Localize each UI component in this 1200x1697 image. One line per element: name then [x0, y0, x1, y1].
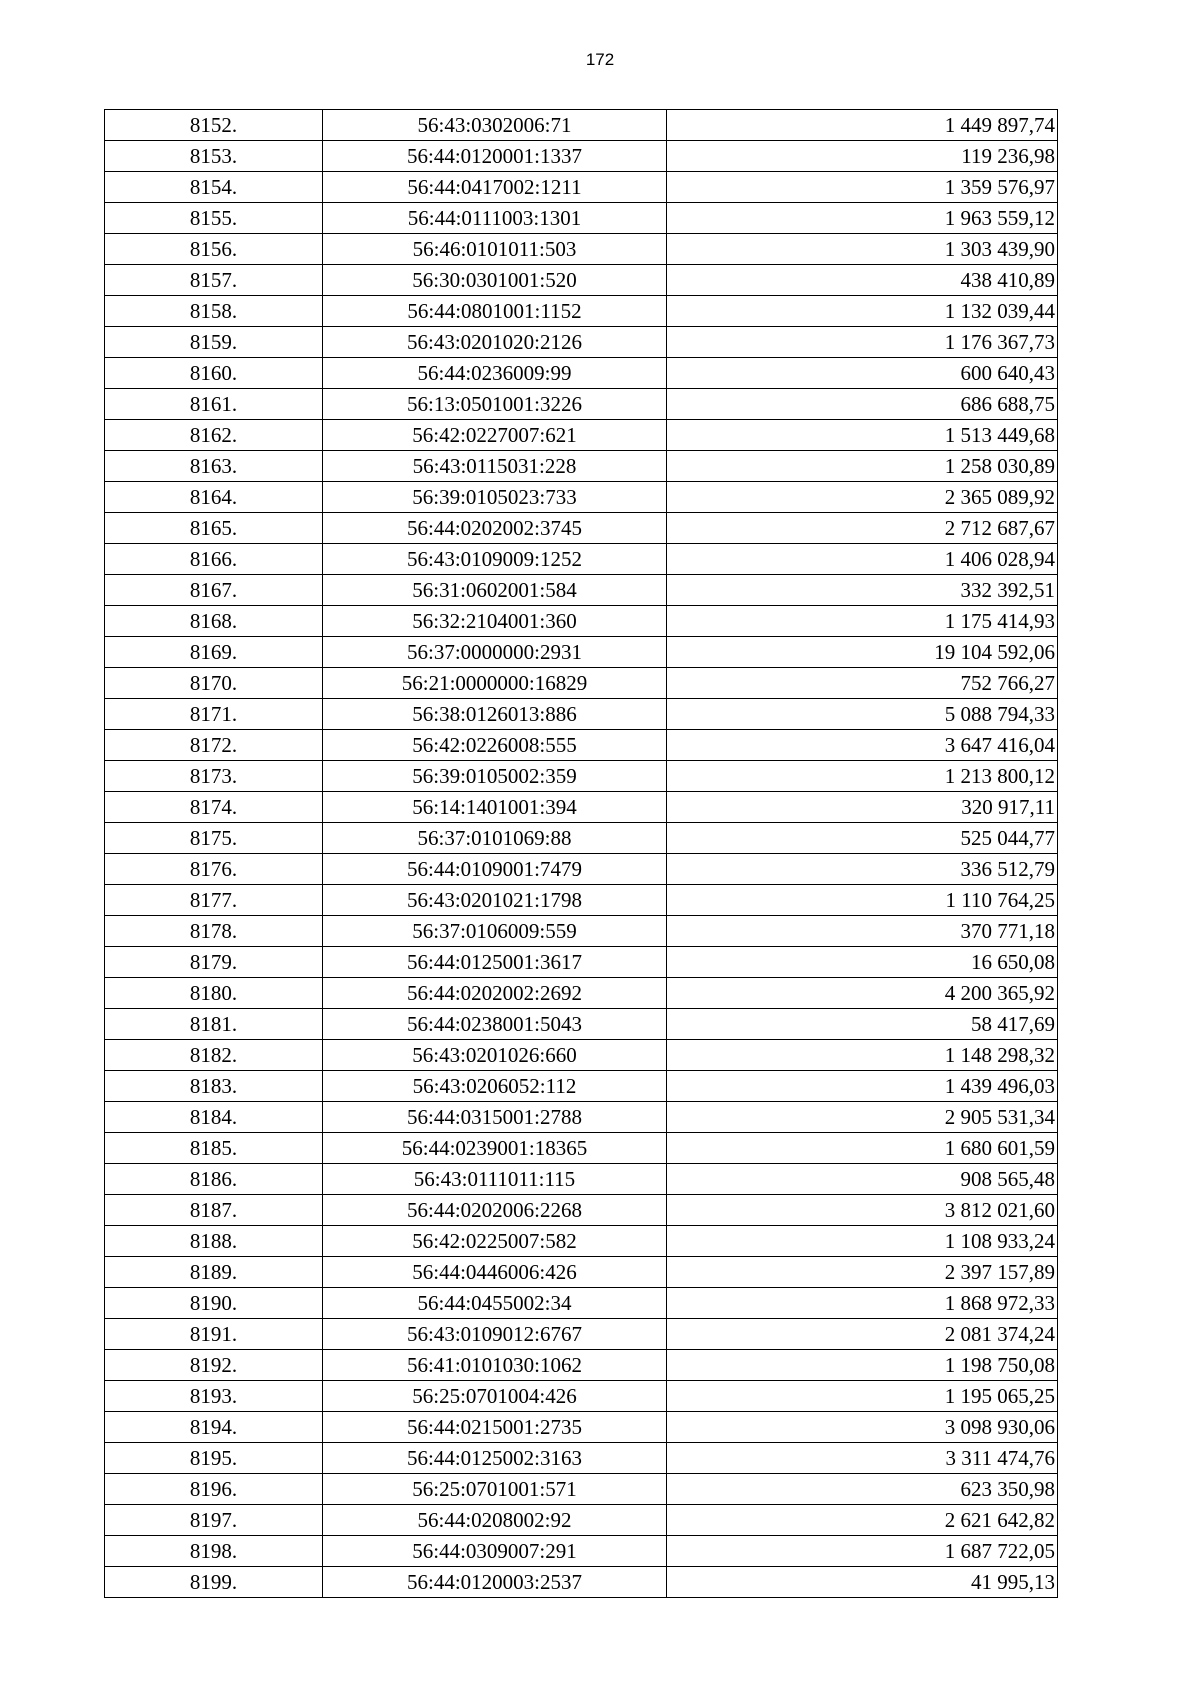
cadastral-value-cell: 2 621 642,82 — [667, 1505, 1058, 1536]
table-row — [105, 1071, 1058, 1102]
table-row — [105, 1009, 1058, 1040]
table-row — [105, 1505, 1058, 1536]
row-number-cell: 8155. — [105, 203, 323, 234]
row-number-cell: 8189. — [105, 1257, 323, 1288]
table-row — [105, 110, 1058, 141]
row-number-cell: 8182. — [105, 1040, 323, 1071]
cadastral-number-cell: 56:44:0315001:2788 — [323, 1102, 667, 1133]
cadastral-number-cell: 56:44:0801001:1152 — [323, 296, 667, 327]
row-number-cell: 8192. — [105, 1350, 323, 1381]
cadastral-number-cell: 56:37:0000000:2931 — [323, 637, 667, 668]
cadastral-value-cell: 3 812 021,60 — [667, 1195, 1058, 1226]
row-number-cell: 8197. — [105, 1505, 323, 1536]
table-row — [105, 854, 1058, 885]
cadastral-value-cell: 1 198 750,08 — [667, 1350, 1058, 1381]
table-row — [105, 978, 1058, 1009]
cadastral-value-cell: 2 397 157,89 — [667, 1257, 1058, 1288]
cadastral-value-cell: 2 081 374,24 — [667, 1319, 1058, 1350]
page-number: 172 — [585, 50, 615, 69]
cadastral-value-cell: 438 410,89 — [667, 265, 1058, 296]
row-number-cell: 8165. — [105, 513, 323, 544]
row-number-cell: 8168. — [105, 606, 323, 637]
cadastral-value-cell: 1 108 933,24 — [667, 1226, 1058, 1257]
row-number-cell: 8158. — [105, 296, 323, 327]
cadastral-value-cell: 1 132 039,44 — [667, 296, 1058, 327]
cadastral-value-cell: 525 044,77 — [667, 823, 1058, 854]
row-number-cell: 8152. — [105, 110, 323, 141]
table-row — [105, 916, 1058, 947]
cadastral-value-cell: 5 088 794,33 — [667, 699, 1058, 730]
table-body — [105, 110, 1058, 1598]
row-number-cell: 8188. — [105, 1226, 323, 1257]
row-number-cell: 8183. — [105, 1071, 323, 1102]
table-row — [105, 1474, 1058, 1505]
cadastral-value-cell: 1 359 576,97 — [667, 172, 1058, 203]
cadastral-number-cell: 56:44:0446006:426 — [323, 1257, 667, 1288]
cadastral-value-cell: 4 200 365,92 — [667, 978, 1058, 1009]
row-number-cell: 8193. — [105, 1381, 323, 1412]
cadastral-value-cell: 2 365 089,92 — [667, 482, 1058, 513]
cadastral-number-cell: 56:44:0120003:2537 — [323, 1567, 667, 1598]
cadastral-number-cell: 56:14:1401001:394 — [323, 792, 667, 823]
cadastral-number-cell: 56:39:0105023:733 — [323, 482, 667, 513]
row-number-cell: 8199. — [105, 1567, 323, 1598]
table-row — [105, 1443, 1058, 1474]
cadastral-value-cell: 1 303 439,90 — [667, 234, 1058, 265]
row-number-cell: 8159. — [105, 327, 323, 358]
cadastral-value-cell: 1 148 298,32 — [667, 1040, 1058, 1071]
row-number-cell: 8174. — [105, 792, 323, 823]
row-number-cell: 8176. — [105, 854, 323, 885]
table-row — [105, 823, 1058, 854]
cadastral-value-cell: 908 565,48 — [667, 1164, 1058, 1195]
cadastral-number-cell: 56:43:0109009:1252 — [323, 544, 667, 575]
row-number-cell: 8172. — [105, 730, 323, 761]
cadastral-number-cell: 56:43:0206052:112 — [323, 1071, 667, 1102]
table-row — [105, 1319, 1058, 1350]
cadastral-number-cell: 56:44:0215001:2735 — [323, 1412, 667, 1443]
table-row — [105, 420, 1058, 451]
cadastral-number-cell: 56:21:0000000:16829 — [323, 668, 667, 699]
cadastral-number-cell: 56:25:0701001:571 — [323, 1474, 667, 1505]
cadastral-number-cell: 56:43:0201026:660 — [323, 1040, 667, 1071]
table-row — [105, 1288, 1058, 1319]
table-row — [105, 451, 1058, 482]
row-number-cell: 8179. — [105, 947, 323, 978]
cadastral-number-cell: 56:46:0101011:503 — [323, 234, 667, 265]
cadastral-number-cell: 56:44:0238001:5043 — [323, 1009, 667, 1040]
cadastral-number-cell: 56:43:0111011:115 — [323, 1164, 667, 1195]
cadastral-value-cell: 1 439 496,03 — [667, 1071, 1058, 1102]
table-row — [105, 389, 1058, 420]
cadastral-value-cell: 1 258 030,89 — [667, 451, 1058, 482]
table-row — [105, 1040, 1058, 1071]
cadastral-number-cell: 56:44:0239001:18365 — [323, 1133, 667, 1164]
cadastral-number-cell: 56:44:0125001:3617 — [323, 947, 667, 978]
row-number-cell: 8167. — [105, 575, 323, 606]
table-row — [105, 327, 1058, 358]
cadastral-value-cell: 16 650,08 — [667, 947, 1058, 978]
table-row — [105, 730, 1058, 761]
cadastral-value-cell: 19 104 592,06 — [667, 637, 1058, 668]
row-number-cell: 8194. — [105, 1412, 323, 1443]
row-number-cell: 8164. — [105, 482, 323, 513]
cadastral-number-cell: 56:41:0101030:1062 — [323, 1350, 667, 1381]
cadastral-value-cell: 752 766,27 — [667, 668, 1058, 699]
table-row — [105, 513, 1058, 544]
row-number-cell: 8177. — [105, 885, 323, 916]
cadastral-number-cell: 56:42:0226008:555 — [323, 730, 667, 761]
table-row — [105, 203, 1058, 234]
row-number-cell: 8190. — [105, 1288, 323, 1319]
cadastral-number-cell: 56:13:0501001:3226 — [323, 389, 667, 420]
row-number-cell: 8187. — [105, 1195, 323, 1226]
cadastral-number-cell: 56:44:0455002:34 — [323, 1288, 667, 1319]
row-number-cell: 8184. — [105, 1102, 323, 1133]
row-number-cell: 8163. — [105, 451, 323, 482]
table-row — [105, 172, 1058, 203]
table-row — [105, 575, 1058, 606]
cadastral-value-cell: 1 687 722,05 — [667, 1536, 1058, 1567]
cadastral-number-cell: 56:43:0109012:6767 — [323, 1319, 667, 1350]
cadastral-value-cell: 1 449 897,74 — [667, 110, 1058, 141]
cadastral-number-cell: 56:44:0202006:2268 — [323, 1195, 667, 1226]
cadastral-value-cell: 623 350,98 — [667, 1474, 1058, 1505]
table-row — [105, 1195, 1058, 1226]
row-number-cell: 8156. — [105, 234, 323, 265]
cadastral-value-cell: 2 712 687,67 — [667, 513, 1058, 544]
table-row — [105, 668, 1058, 699]
cadastral-number-cell: 56:44:0208002:92 — [323, 1505, 667, 1536]
cadastral-value-table — [104, 109, 1058, 1598]
cadastral-value-cell: 1 680 601,59 — [667, 1133, 1058, 1164]
table-row — [105, 947, 1058, 978]
table-row — [105, 234, 1058, 265]
row-number-cell: 8180. — [105, 978, 323, 1009]
cadastral-number-cell: 56:44:0417002:1211 — [323, 172, 667, 203]
row-number-cell: 8195. — [105, 1443, 323, 1474]
table-row — [105, 885, 1058, 916]
cadastral-number-cell: 56:25:0701004:426 — [323, 1381, 667, 1412]
cadastral-value-cell: 3 311 474,76 — [667, 1443, 1058, 1474]
table-row — [105, 544, 1058, 575]
row-number-cell: 8185. — [105, 1133, 323, 1164]
cadastral-number-cell: 56:44:0202002:2692 — [323, 978, 667, 1009]
table-row — [105, 1536, 1058, 1567]
cadastral-number-cell: 56:39:0105002:359 — [323, 761, 667, 792]
row-number-cell: 8162. — [105, 420, 323, 451]
cadastral-number-cell: 56:42:0225007:582 — [323, 1226, 667, 1257]
table-row — [105, 1350, 1058, 1381]
table-row — [105, 1567, 1058, 1598]
cadastral-value-cell: 2 905 531,34 — [667, 1102, 1058, 1133]
row-number-cell: 8154. — [105, 172, 323, 203]
cadastral-value-cell: 1 195 065,25 — [667, 1381, 1058, 1412]
cadastral-value-cell: 41 995,13 — [667, 1567, 1058, 1598]
row-number-cell: 8173. — [105, 761, 323, 792]
row-number-cell: 8181. — [105, 1009, 323, 1040]
cadastral-value-cell: 1 176 367,73 — [667, 327, 1058, 358]
cadastral-value-cell: 1 868 972,33 — [667, 1288, 1058, 1319]
cadastral-number-cell: 56:44:0120001:1337 — [323, 141, 667, 172]
table-row — [105, 265, 1058, 296]
row-number-cell: 8157. — [105, 265, 323, 296]
cadastral-value-cell: 58 417,69 — [667, 1009, 1058, 1040]
cadastral-value-cell: 1 213 800,12 — [667, 761, 1058, 792]
cadastral-value-cell: 3 098 930,06 — [667, 1412, 1058, 1443]
table-row — [105, 1133, 1058, 1164]
row-number-cell: 8169. — [105, 637, 323, 668]
row-number-cell: 8160. — [105, 358, 323, 389]
table-row — [105, 1102, 1058, 1133]
table-row — [105, 141, 1058, 172]
table-row — [105, 1412, 1058, 1443]
table-row — [105, 296, 1058, 327]
row-number-cell: 8171. — [105, 699, 323, 730]
cadastral-value-cell: 1 963 559,12 — [667, 203, 1058, 234]
cadastral-number-cell: 56:43:0115031:228 — [323, 451, 667, 482]
row-number-cell: 8191. — [105, 1319, 323, 1350]
table-row — [105, 1381, 1058, 1412]
row-number-cell: 8196. — [105, 1474, 323, 1505]
table-row — [105, 358, 1058, 389]
cadastral-number-cell: 56:31:0602001:584 — [323, 575, 667, 606]
cadastral-value-cell: 332 392,51 — [667, 575, 1058, 606]
cadastral-value-cell: 600 640,43 — [667, 358, 1058, 389]
table-row — [105, 637, 1058, 668]
cadastral-number-cell: 56:42:0227007:621 — [323, 420, 667, 451]
cadastral-number-cell: 56:37:0101069:88 — [323, 823, 667, 854]
table-row — [105, 761, 1058, 792]
table-row — [105, 1226, 1058, 1257]
cadastral-value-cell: 1 175 414,93 — [667, 606, 1058, 637]
cadastral-number-cell: 56:30:0301001:520 — [323, 265, 667, 296]
row-number-cell: 8178. — [105, 916, 323, 947]
cadastral-number-cell: 56:38:0126013:886 — [323, 699, 667, 730]
cadastral-number-cell: 56:43:0201021:1798 — [323, 885, 667, 916]
cadastral-value-cell: 3 647 416,04 — [667, 730, 1058, 761]
cadastral-number-cell: 56:44:0202002:3745 — [323, 513, 667, 544]
row-number-cell: 8170. — [105, 668, 323, 699]
cadastral-value-cell: 1 513 449,68 — [667, 420, 1058, 451]
row-number-cell: 8166. — [105, 544, 323, 575]
cadastral-number-cell: 56:44:0111003:1301 — [323, 203, 667, 234]
table-row — [105, 482, 1058, 513]
cadastral-number-cell: 56:37:0106009:559 — [323, 916, 667, 947]
row-number-cell: 8161. — [105, 389, 323, 420]
table-row — [105, 792, 1058, 823]
table-row — [105, 699, 1058, 730]
cadastral-number-cell: 56:44:0125002:3163 — [323, 1443, 667, 1474]
cadastral-value-cell: 336 512,79 — [667, 854, 1058, 885]
row-number-cell: 8198. — [105, 1536, 323, 1567]
cadastral-number-cell: 56:44:0109001:7479 — [323, 854, 667, 885]
cadastral-value-cell: 686 688,75 — [667, 389, 1058, 420]
table-row — [105, 1164, 1058, 1195]
row-number-cell: 8186. — [105, 1164, 323, 1195]
cadastral-value-cell: 320 917,11 — [667, 792, 1058, 823]
cadastral-value-cell: 1 110 764,25 — [667, 885, 1058, 916]
row-number-cell: 8153. — [105, 141, 323, 172]
cadastral-number-cell: 56:32:2104001:360 — [323, 606, 667, 637]
table-row — [105, 1257, 1058, 1288]
row-number-cell: 8175. — [105, 823, 323, 854]
table-row — [105, 606, 1058, 637]
cadastral-number-cell: 56:44:0236009:99 — [323, 358, 667, 389]
cadastral-value-cell: 119 236,98 — [667, 141, 1058, 172]
cadastral-value-cell: 370 771,18 — [667, 916, 1058, 947]
cadastral-number-cell: 56:43:0201020:2126 — [323, 327, 667, 358]
cadastral-value-cell: 1 406 028,94 — [667, 544, 1058, 575]
cadastral-number-cell: 56:44:0309007:291 — [323, 1536, 667, 1567]
cadastral-number-cell: 56:43:0302006:71 — [323, 110, 667, 141]
